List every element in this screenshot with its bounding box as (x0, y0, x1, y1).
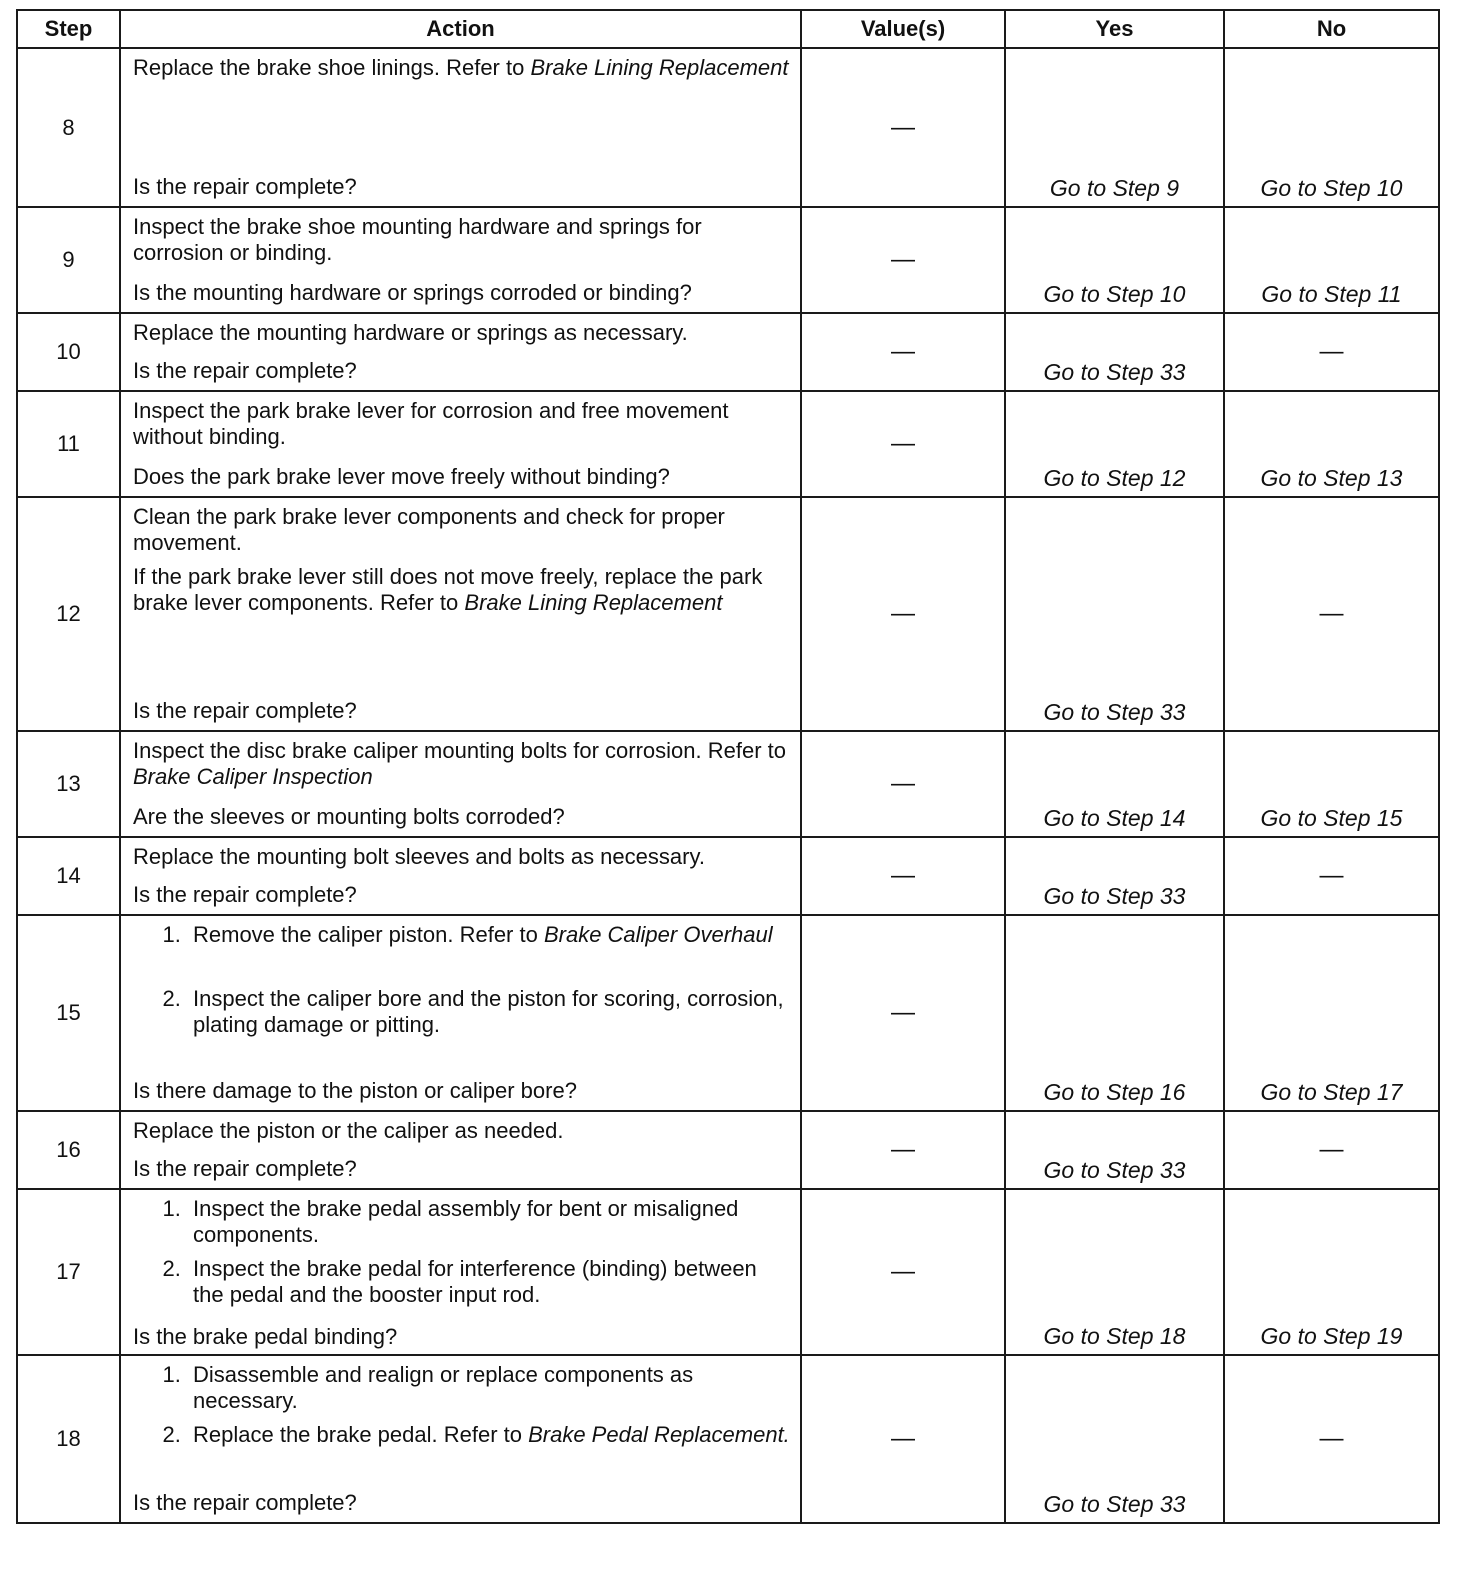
list-item: 2. Inspect the caliper bore and the piston for scoring, corrosion, plating damage or pitting. (187, 986, 790, 1038)
no-goto[interactable]: Go to Step 19 (1224, 1189, 1439, 1355)
value-cell: — (801, 1189, 1005, 1355)
action-steps-list (133, 1196, 790, 1316)
value-cell: — (801, 731, 1005, 837)
action-question: Is the repair complete? (133, 882, 357, 907)
action-cell (120, 837, 801, 915)
yes-goto[interactable]: Go to Step 14 (1005, 731, 1224, 837)
action-text: Replace the mounting hardware or springs as necessary. (133, 320, 688, 345)
header-row (17, 10, 1439, 48)
header-action: Action (120, 10, 801, 48)
action-question: Is the repair complete? (133, 1490, 357, 1515)
diagnostic-table (16, 9, 1440, 1524)
step-number: 17 (17, 1189, 120, 1355)
doc-reference[interactable]: Brake Caliper Overhaul (543, 922, 773, 947)
table-row-step-17 (17, 1189, 1439, 1355)
table-row-step-16 (17, 1111, 1439, 1189)
yes-goto[interactable]: Go to Step 10 (1005, 207, 1224, 313)
action-text: Replace the mounting bolt sleeves and bolts as necessary. (133, 844, 705, 869)
yes-goto[interactable]: Go to Step 33 (1005, 837, 1224, 915)
action-cell (120, 48, 801, 207)
action-text: Replace the brake shoe linings. Refer to Brake Lining Replacement (133, 55, 789, 80)
no-goto[interactable]: Go to Step 13 (1224, 391, 1439, 497)
step-number: 8 (17, 48, 120, 207)
step-number: 16 (17, 1111, 120, 1189)
table-row-step-11 (17, 391, 1439, 497)
no-goto[interactable]: Go to Step 10 (1224, 48, 1439, 207)
action-cell (120, 1111, 801, 1189)
value-cell: — (801, 1355, 1005, 1523)
yes-goto[interactable]: Go to Step 33 (1005, 1111, 1224, 1189)
table-row-step-9 (17, 207, 1439, 313)
step-number: 9 (17, 207, 120, 313)
no-value: — (1224, 837, 1439, 915)
step-number: 12 (17, 497, 120, 731)
no-goto[interactable]: Go to Step 17 (1224, 915, 1439, 1111)
action-question: Are the sleeves or mounting bolts corroded? (133, 804, 565, 829)
table-row-step-18 (17, 1355, 1439, 1523)
action-cell (120, 1355, 801, 1523)
step-number: 13 (17, 731, 120, 837)
action-text: Inspect the disc brake caliper mounting bolts for corrosion. Refer to Brake Caliper Inspection (133, 738, 786, 789)
value-cell: — (801, 1111, 1005, 1189)
list-item: 2. Replace the brake pedal. Refer to Brake Pedal Replacement. (187, 1422, 790, 1448)
action-text: Replace the piston or the caliper as needed. (133, 1118, 564, 1143)
table-row-step-15 (17, 915, 1439, 1111)
table-row-step-8 (17, 48, 1439, 207)
list-item: 2. Inspect the brake pedal for interference (binding) between the pedal and the booster input rod. (187, 1256, 790, 1308)
step-number: 10 (17, 313, 120, 391)
table-row-step-12 (17, 497, 1439, 731)
action-cell (120, 313, 801, 391)
value-cell: — (801, 207, 1005, 313)
action-text: Clean the park brake lever components and check for proper movement. (133, 504, 725, 555)
step-number: 18 (17, 1355, 120, 1523)
no-goto[interactable]: Go to Step 15 (1224, 731, 1439, 837)
action-cell (120, 497, 801, 731)
value-cell: — (801, 837, 1005, 915)
yes-goto[interactable]: Go to Step 33 (1005, 1355, 1224, 1523)
doc-reference[interactable]: Brake Lining Replacement (464, 590, 723, 615)
value-cell: — (801, 497, 1005, 731)
header-values: Value(s) (801, 10, 1005, 48)
step-number: 15 (17, 915, 120, 1111)
action-text: Inspect the brake shoe mounting hardware and springs for corrosion or binding. (133, 214, 702, 265)
action-question: Is the brake pedal binding? (133, 1324, 398, 1349)
list-item: 1. Remove the caliper piston. Refer to Brake Caliper Overhaul (187, 922, 790, 948)
yes-goto[interactable]: Go to Step 9 (1005, 48, 1224, 207)
no-value: — (1224, 497, 1439, 731)
no-goto[interactable]: Go to Step 11 (1224, 207, 1439, 313)
no-value: — (1224, 1111, 1439, 1189)
action-text: Inspect the park brake lever for corrosion and free movement without binding. (133, 398, 729, 449)
action-question: Does the park brake lever move freely without binding? (133, 464, 670, 489)
yes-goto[interactable]: Go to Step 18 (1005, 1189, 1224, 1355)
list-item: 1. Disassemble and realign or replace components as necessary. (187, 1362, 790, 1414)
action-cell (120, 915, 801, 1111)
doc-reference[interactable]: Brake Caliper Inspection (133, 764, 373, 789)
table-row-step-14 (17, 837, 1439, 915)
header-yes: Yes (1005, 10, 1224, 48)
action-cell (120, 391, 801, 497)
value-cell: — (801, 391, 1005, 497)
action-question: Is the repair complete? (133, 358, 357, 383)
value-cell: — (801, 48, 1005, 207)
value-cell: — (801, 313, 1005, 391)
action-cell (120, 207, 801, 313)
doc-reference[interactable]: Brake Lining Replacement (530, 55, 789, 80)
header-no: No (1224, 10, 1439, 48)
action-cell (120, 731, 801, 837)
action-question: Is the repair complete? (133, 174, 357, 199)
action-steps-list (133, 1362, 790, 1456)
no-value: — (1224, 1355, 1439, 1523)
header-step: Step (17, 10, 120, 48)
step-number: 14 (17, 837, 120, 915)
action-question: Is there damage to the piston or caliper bore? (133, 1078, 577, 1103)
yes-goto[interactable]: Go to Step 33 (1005, 313, 1224, 391)
value-cell: — (801, 915, 1005, 1111)
action-text-2: If the park brake lever still does not move freely, replace the park brake lever components. Refer to Brake Lining Replacement (133, 564, 763, 615)
action-question: Is the repair complete? (133, 1156, 357, 1181)
doc-reference[interactable]: Brake Pedal Replacement. (528, 1422, 790, 1447)
list-item: 1. Inspect the brake pedal assembly for bent or misaligned components. (187, 1196, 790, 1248)
yes-goto[interactable]: Go to Step 16 (1005, 915, 1224, 1111)
table-row-step-13 (17, 731, 1439, 837)
action-steps-list (133, 922, 790, 1046)
action-cell (120, 1189, 801, 1355)
table-row-step-10 (17, 313, 1439, 391)
yes-goto[interactable]: Go to Step 33 (1005, 497, 1224, 731)
yes-goto[interactable]: Go to Step 12 (1005, 391, 1224, 497)
action-question: Is the repair complete? (133, 698, 357, 723)
action-question: Is the mounting hardware or springs corroded or binding? (133, 280, 692, 305)
step-number: 11 (17, 391, 120, 497)
no-value: — (1224, 313, 1439, 391)
